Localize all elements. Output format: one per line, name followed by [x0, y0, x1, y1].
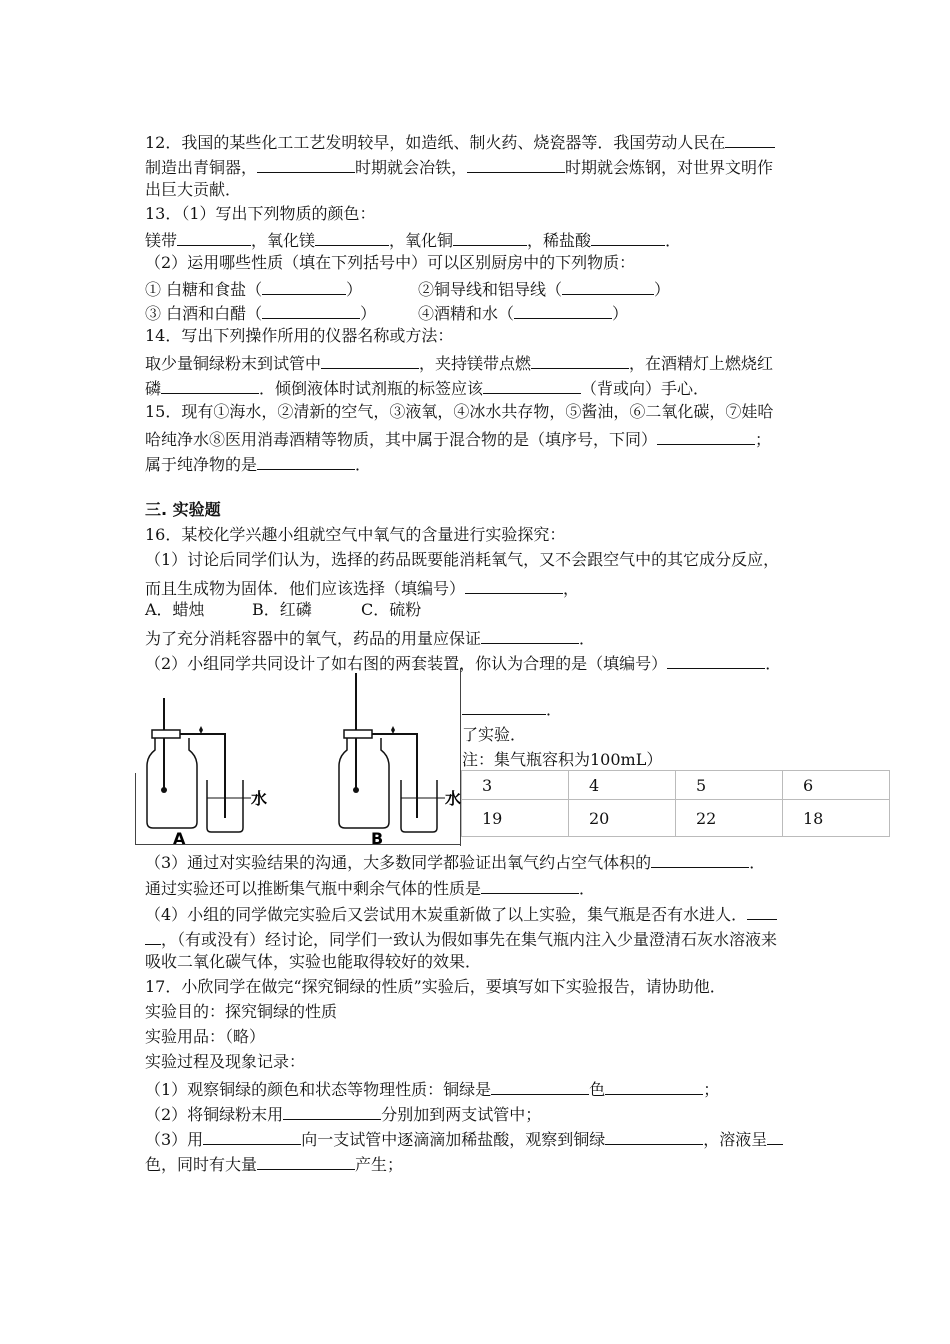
- answer-blank[interactable]: [651, 850, 749, 868]
- q15-line2: 哈纯净水⑧医用消毒酒精等物质，其中属于混合物的是（填序号，下同） ；: [145, 427, 771, 447]
- q14-line3: 磷 ．倾倒液体时试剂瓶的标签应该 （背或向）手心．: [145, 376, 709, 396]
- delivery-tube: [180, 734, 225, 818]
- answer-blank[interactable]: [491, 1077, 589, 1095]
- q17-line7: （3）用 向一支试管中逐滴滴加稀盐酸，观察到铜绿 ，溶液呈: [145, 1127, 783, 1147]
- answer-blank[interactable]: [481, 876, 579, 894]
- answer-blank[interactable]: [747, 902, 777, 920]
- answer-blank[interactable]: [177, 228, 251, 246]
- answer-blank[interactable]: [483, 376, 581, 394]
- q17-line5: （1）观察铜绿的颜色和状态等物理性质：铜绿是 色 ；: [145, 1077, 719, 1097]
- delivery-tube: [372, 734, 417, 818]
- answer-blank[interactable]: [767, 1127, 783, 1145]
- q13-line4: ① 白糖和食盐（ ）: [145, 277, 362, 297]
- water-label: 水: [445, 789, 461, 808]
- q17-line2: 实验目的：探究铜绿的性质: [145, 1002, 338, 1021]
- table-row: [462, 771, 890, 800]
- q15-line1: 15．现有①海水，②清新的空气，③液氧，④冰水共存物，⑤酱油，⑥二氧化碳，⑦娃哈: [145, 402, 774, 421]
- beaker: [401, 780, 437, 832]
- water-label: 水: [251, 789, 268, 808]
- apparatus-figure: [135, 668, 461, 846]
- answer-blank[interactable]: [262, 301, 360, 319]
- q15-line3: 属于纯净物的是 ．: [145, 452, 371, 472]
- q16-option-c: C．硫粉: [361, 600, 422, 619]
- section-heading: 三. 实验题: [145, 500, 221, 519]
- apparatus-b: [339, 673, 461, 846]
- q12-line3: 出巨大贡献．: [145, 180, 242, 199]
- answer-blank[interactable]: [562, 277, 654, 295]
- q16-line7: （3）通过对实验结果的沟通，大多数同学都验证出氧气约占空气体积的 ．: [145, 850, 765, 870]
- table-cell: 3: [462, 771, 569, 800]
- q13-line5: ③ 白酒和白醋（ ）: [145, 301, 376, 321]
- q16-fragment-blank: ．: [462, 697, 562, 717]
- spoon: [353, 787, 359, 793]
- q16-line2: （1）讨论后同学们认为，选择的药品既要能消耗氧气，又不会跟空气中的其它成分反应，: [145, 550, 780, 569]
- q16-line1: 16．某校化学兴趣小组就空气中氧气的含量进行实验探究：: [145, 525, 566, 544]
- answer-blank[interactable]: [257, 1152, 355, 1170]
- answer-blank[interactable]: [605, 1127, 703, 1145]
- q17-line1: 17．小欣同学在做完“探究铜绿的性质”实验后，要填写如下实验报告，请协助他．: [145, 977, 726, 996]
- spoon: [161, 787, 167, 793]
- answer-blank[interactable]: [465, 576, 563, 594]
- q16-line9: （4）小组的同学做完实验后又尝试用木炭重新做了以上实验，集气瓶是否有水进人．: [145, 902, 777, 922]
- gas-bottle: [147, 738, 197, 828]
- answer-blank[interactable]: [725, 130, 775, 148]
- q16-line5: 为了充分消耗容器中的氧气，药品的用量应保证 ．: [145, 626, 595, 646]
- answer-blank[interactable]: [257, 155, 355, 173]
- q16-line3: 而且生成物为固体．他们应该选择（填编号） ，: [145, 576, 579, 596]
- q16-line8: 通过实验还可以推断集气瓶中剩余气体的性质是 ．: [145, 876, 595, 896]
- answer-blank[interactable]: [145, 927, 161, 945]
- q13-line5-right: ④酒精和水（ ）: [418, 301, 628, 321]
- q16-fragment-experiment: 了实验．: [462, 725, 527, 744]
- q16-fragment-note: 注：集气瓶容积为100mL）: [462, 750, 663, 769]
- q14-line1: 14．写出下列操作所用的仪器名称或方法：: [145, 326, 454, 345]
- answer-blank[interactable]: [453, 228, 527, 246]
- table-cell: 18: [783, 800, 890, 837]
- q16-line6: （2）小组同学共同设计了如右图的两套装置，你认为合理的是（填编号） ．: [145, 651, 781, 671]
- table-cell: 6: [783, 771, 890, 800]
- answer-blank[interactable]: [283, 1102, 381, 1120]
- answer-blank[interactable]: [481, 626, 579, 644]
- answer-blank[interactable]: [315, 228, 389, 246]
- table-cell: 4: [569, 771, 676, 800]
- q12-line2: 制造出青铜器， 时期就会冶铁， 时期就会炼钢，对世界文明作: [145, 155, 773, 175]
- answer-blank[interactable]: [257, 452, 355, 470]
- answer-blank[interactable]: [462, 697, 546, 715]
- q16-line11: 吸收二氧化碳气体，实验也能取得较好的效果．: [145, 952, 482, 971]
- clamp: [391, 726, 395, 734]
- answer-blank[interactable]: [321, 351, 419, 369]
- q17-line8: 色，同时有大量 产生；: [145, 1152, 403, 1172]
- clamp: [199, 726, 203, 734]
- answer-blank[interactable]: [657, 427, 755, 445]
- q13-line3: （2）运用哪些性质（填在下列括号中）可以区别厨房中的下列物质：: [145, 253, 636, 272]
- table-cell: 20: [569, 800, 676, 837]
- table-row: [462, 800, 890, 837]
- gas-bottle: [339, 738, 389, 828]
- results-table: [461, 770, 890, 837]
- stopper: [344, 730, 372, 738]
- answer-blank[interactable]: [531, 351, 629, 369]
- q13-line4-right: ②铜导线和铝导线（ ）: [418, 277, 670, 297]
- q13-line1: 13．（1）写出下列物质的颜色：: [145, 204, 376, 223]
- q16-option-b: B．红磷: [252, 600, 312, 619]
- q16-line10: ，（有或没有）经讨论，同学们一致认为假如事先在集气瓶内注入少量澄清石灰水溶液来: [145, 927, 777, 947]
- answer-blank[interactable]: [605, 1077, 703, 1095]
- q17-line3: 实验用品：（略）: [145, 1027, 266, 1046]
- apparatus-a: [147, 698, 267, 846]
- answer-blank[interactable]: [467, 155, 565, 173]
- answer-blank[interactable]: [262, 277, 346, 295]
- figure-label-b: B: [371, 829, 384, 846]
- q17-line4: 实验过程及现象记录：: [145, 1052, 306, 1071]
- table-cell: 22: [676, 800, 783, 837]
- answer-blank[interactable]: [514, 301, 612, 319]
- table-cell: 19: [462, 800, 569, 837]
- answer-blank[interactable]: [203, 1127, 301, 1145]
- answer-blank[interactable]: [667, 651, 765, 669]
- q16-option-a: A．蜡烛: [145, 600, 205, 619]
- table-cell: 5: [676, 771, 783, 800]
- q12-line1: 12．我国的某些化工工艺发明较早，如造纸、制火药、烧瓷器等．我国劳动人民在: [145, 130, 775, 150]
- figure-label-a: A: [173, 829, 186, 846]
- answer-blank[interactable]: [161, 376, 259, 394]
- answer-blank[interactable]: [591, 228, 665, 246]
- stopper: [152, 730, 180, 738]
- q14-line2: 取少量铜绿粉末到试管中 ，夹持镁带点燃 ，在酒精灯上燃烧红: [145, 351, 773, 371]
- q17-line6: （2）将铜绿粉末用 分别加到两支试管中；: [145, 1102, 541, 1122]
- q13-line2: 镁带 ，氧化镁 ，氧化铜 ，稀盐酸 ．: [145, 228, 681, 248]
